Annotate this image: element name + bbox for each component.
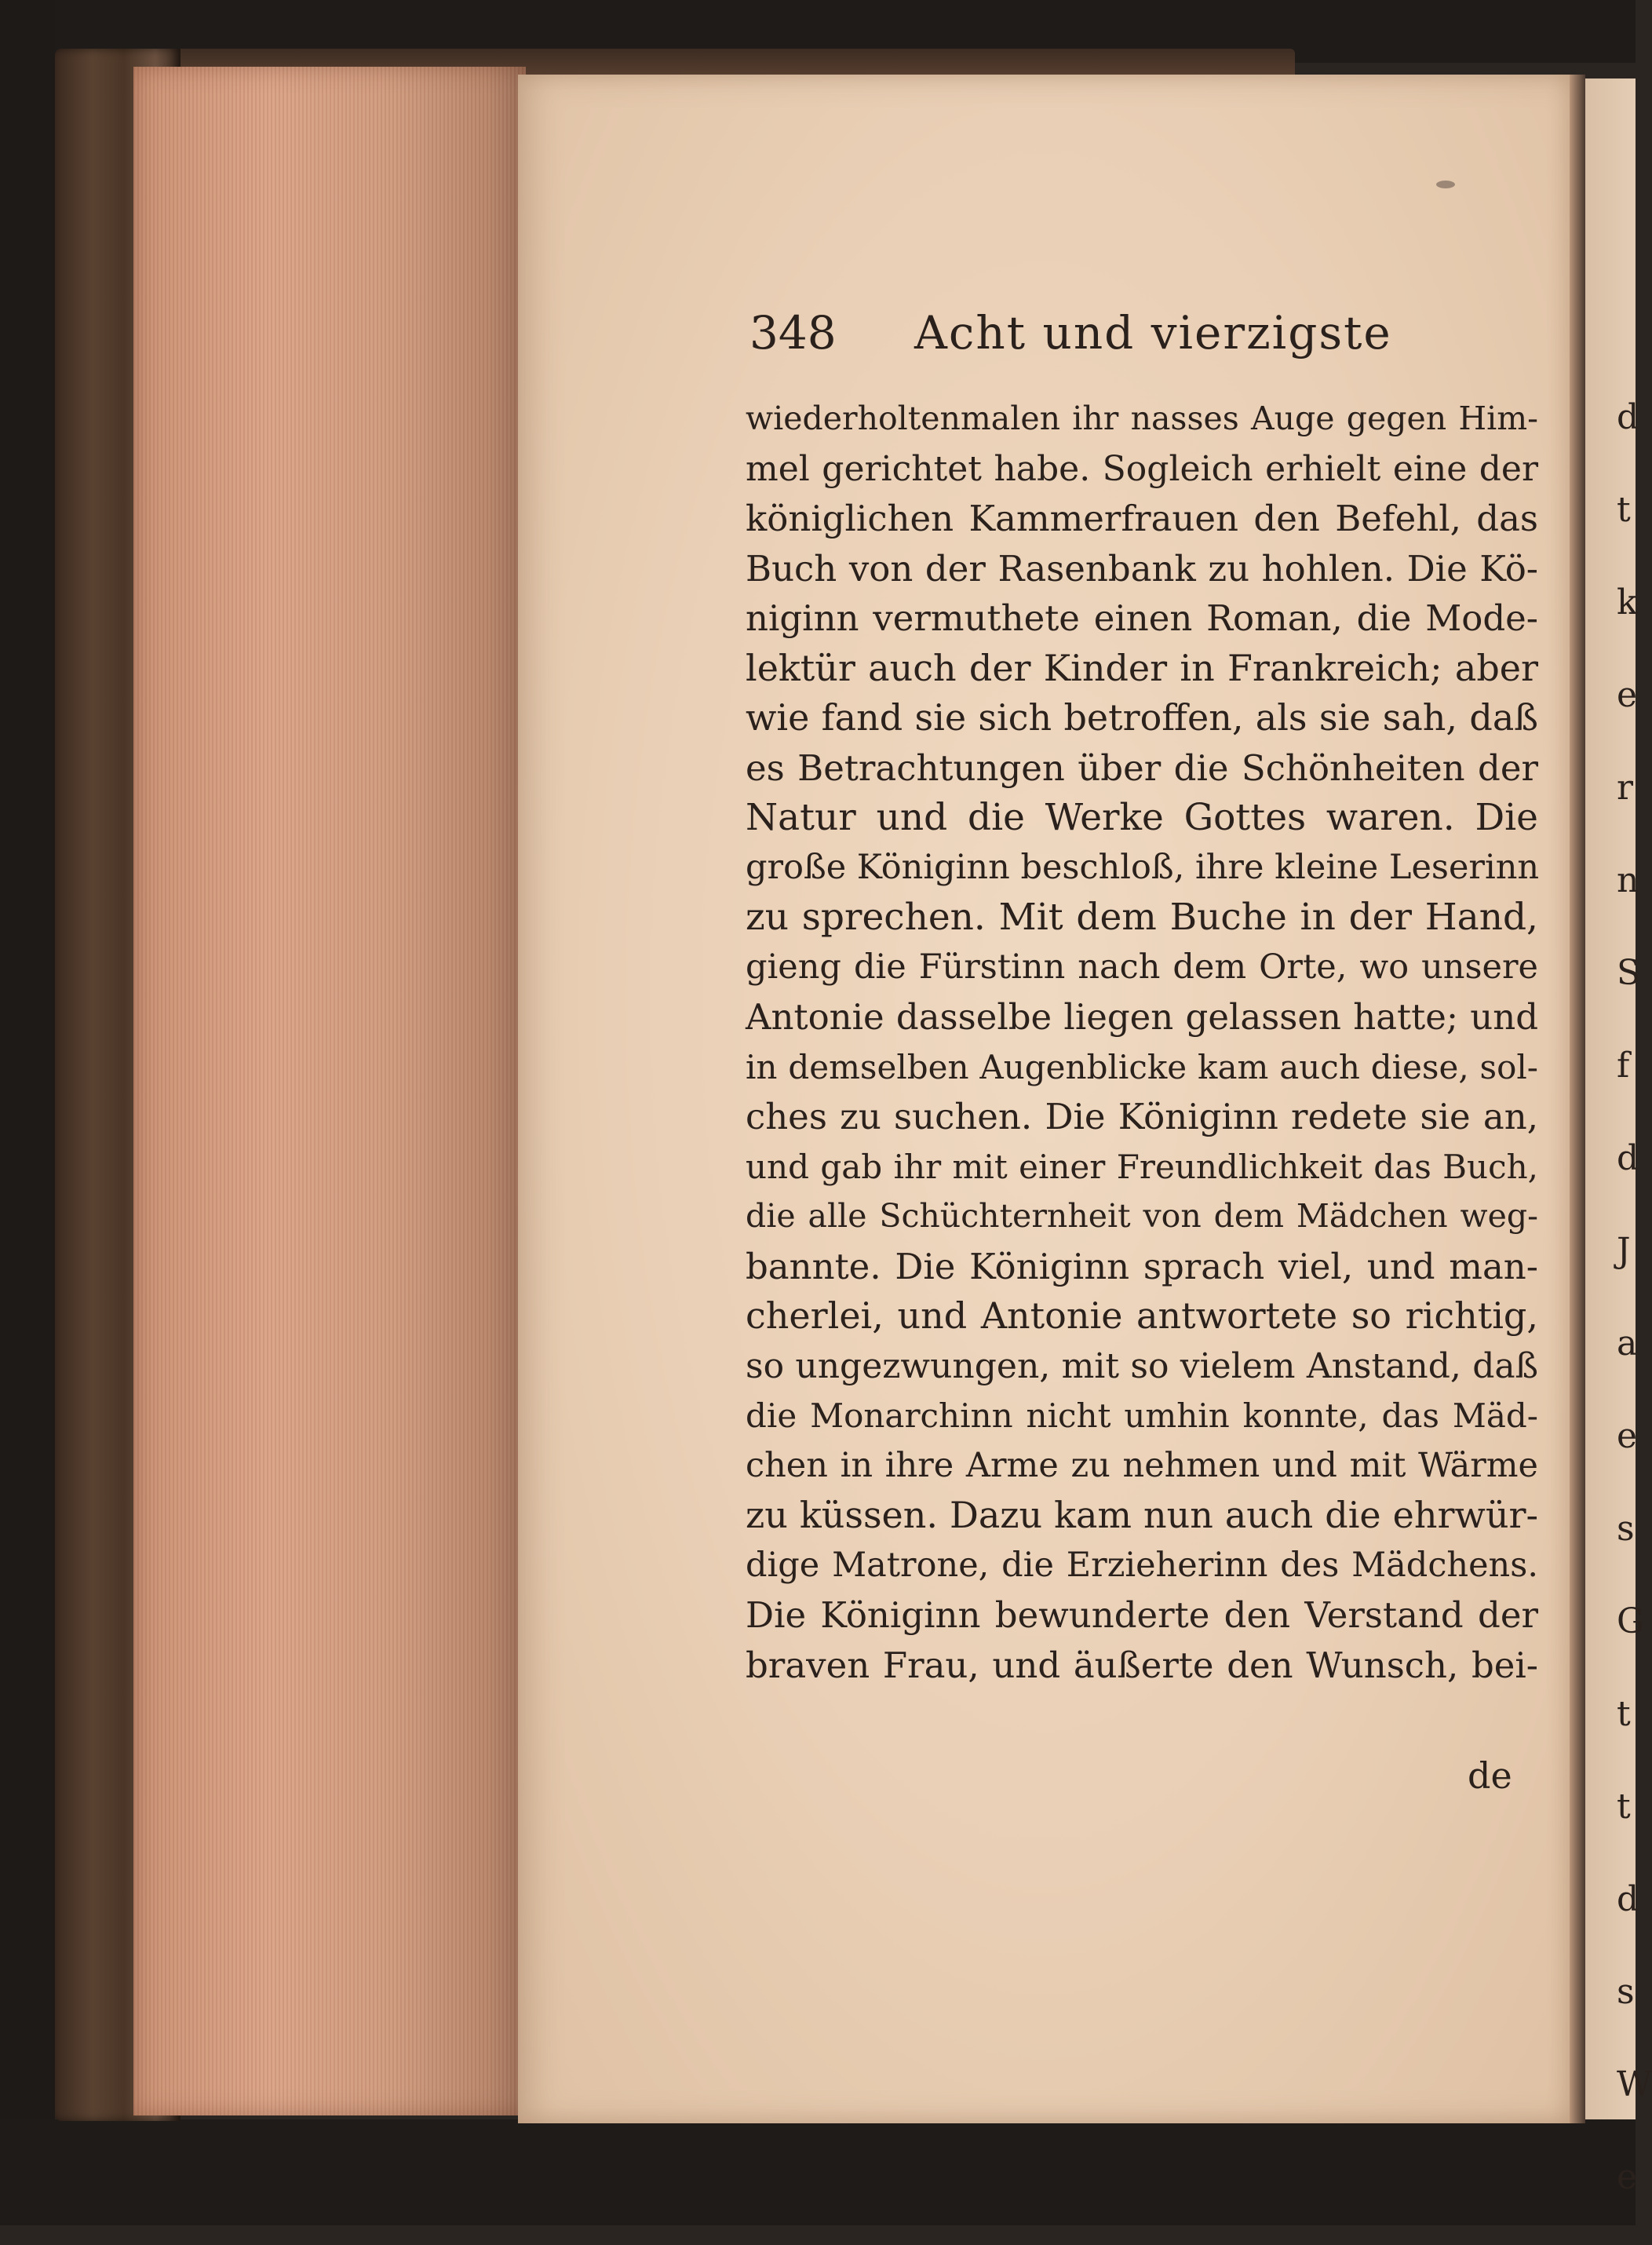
text-line: braven Frau, und äußerte den Wunsch, bei-: [746, 1644, 1538, 1686]
text-line: wiederholtenmalen ihr nasses Auge gegen Him-: [746, 400, 1538, 437]
facing-page-fragment: n: [1617, 860, 1639, 900]
text-line: zu küssen. Dazu kam nun auch die ehrwür-: [746, 1494, 1538, 1536]
running-head: Acht und vierzigste: [914, 306, 1392, 360]
text-line: in demselben Augenblicke kam auch diese, sol-: [746, 1047, 1538, 1086]
facing-page-fragment: t: [1617, 1787, 1631, 1827]
text-line: wie fand sie sich betroffen, als sie sah, daß: [746, 696, 1538, 739]
facing-page-fragment: k: [1617, 582, 1638, 622]
text-line: königlichen Kammerfrauen den Befehl, das: [746, 498, 1538, 539]
facing-page-fragment: t: [1617, 490, 1631, 530]
text-line: bannte. Die Königinn sprach viel, und man-: [746, 1245, 1538, 1287]
text-line: ches zu suchen. Die Königinn redete sie an,: [746, 1096, 1538, 1137]
text-line: die alle Schüchternheit von dem Mädchen weg-: [746, 1197, 1538, 1235]
facing-page-text-fragments: [1617, 392, 1652, 2245]
facing-page-fragment: S: [1617, 953, 1641, 993]
text-line: die Monarchinn nicht umhin konnte, das Mäd-: [746, 1396, 1538, 1435]
facing-page-fragment: r: [1617, 768, 1634, 808]
text-line: Buch von der Rasenbank zu hohlen. Die Kö-: [746, 547, 1538, 590]
text-line: dige Matrone, die Erzieherinn des Mädchens.: [746, 1545, 1538, 1585]
text-line: cherlei, und Antonie antwortete so richtig,: [746, 1294, 1538, 1337]
facing-page-fragment: a: [1617, 1323, 1638, 1363]
text-line: es Betrachtungen über die Schönheiten der: [746, 747, 1538, 789]
text-line: zu sprechen. Mit dem Buche in der Hand,: [746, 896, 1538, 939]
text-line: gieng die Fürstinn nach dem Orte, wo unsere: [746, 947, 1538, 987]
page-gutter: [1570, 75, 1585, 2123]
facing-page-fragment: t: [1617, 1694, 1631, 1734]
catchword: de: [1468, 1754, 1512, 1797]
ink-smudge: [1436, 181, 1455, 188]
text-line: Die Königinn bewunderte den Verstand der: [746, 1594, 1538, 1636]
facing-page-fragment: e: [1617, 675, 1638, 715]
page-number: 348: [749, 306, 837, 360]
scanner-background-bottom: [0, 2119, 1636, 2225]
text-line: chen in ihre Arme zu nehmen und mit Wärme: [746, 1445, 1538, 1485]
facing-page-fragment: d: [1617, 397, 1639, 437]
facing-page-fragment: e: [1617, 2157, 1638, 2197]
text-line: große Königinn beschloß, ihre kleine Leserinn: [746, 847, 1540, 887]
text-line: so ungezwungen, mit so vielem Anstand, daß: [746, 1345, 1538, 1386]
scanner-background-left: [0, 0, 55, 2225]
facing-page-fragment: d: [1617, 1138, 1639, 1178]
facing-page-fragment: s: [1617, 1972, 1635, 2012]
facing-page-fragment: e: [1617, 1416, 1638, 1456]
text-line: Antonie dasselbe liegen gelassen hatte; und: [746, 996, 1538, 1038]
body-text: [746, 394, 1538, 1690]
text-line: mel gerichtet habe. Sogleich erhielt eine der: [746, 448, 1538, 489]
page-block-fore-edge: [133, 67, 526, 2115]
facing-page-fragment: J: [1617, 1231, 1631, 1271]
facing-page-fragment: s: [1617, 1509, 1635, 1549]
text-line: Natur und die Werke Gottes waren. Die: [746, 796, 1538, 839]
facing-page-fragment: d: [1617, 1879, 1639, 1919]
page-header: [749, 306, 1456, 361]
facing-page-fragment: G: [1617, 1601, 1645, 1641]
text-line: lektür auch der Kinder in Frankreich; aber: [746, 646, 1538, 689]
facing-page-fragment: W: [1617, 2064, 1652, 2104]
text-line: niginn vermuthete einen Roman, die Mode-: [746, 597, 1538, 639]
text-line: und gab ihr mit einer Freundlichkeit das Buch,: [746, 1147, 1538, 1186]
facing-page-fragment: f: [1617, 1046, 1630, 1086]
